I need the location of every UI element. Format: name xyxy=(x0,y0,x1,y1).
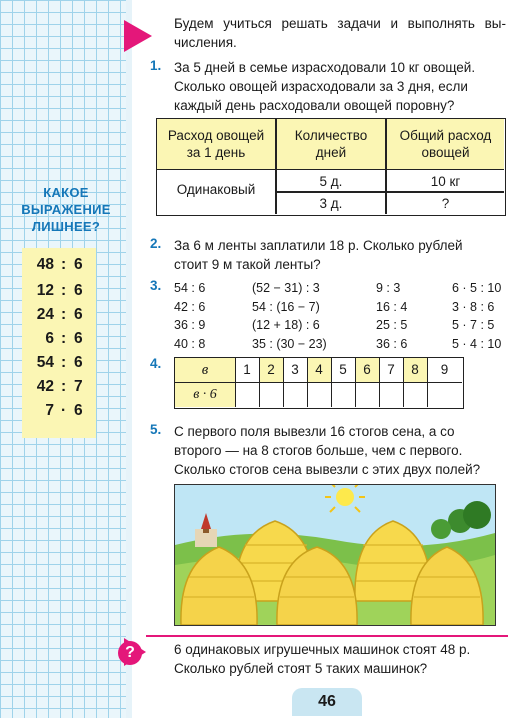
task-number: 1. xyxy=(150,58,162,73)
table-cell: 9 xyxy=(440,362,449,377)
table-cell: 3 д. xyxy=(319,196,343,211)
haystacks-illustration xyxy=(174,484,496,626)
table-cell: 2 xyxy=(267,362,275,377)
divider-line xyxy=(146,635,508,637)
table-cell: 8 xyxy=(411,362,419,377)
table-cell: 6 xyxy=(363,362,371,377)
table-cell: 5 д. xyxy=(319,174,343,189)
expression-column: 54 : 6 42 : 6 36 : 9 40 : 8 xyxy=(174,281,206,351)
section-marker-icon xyxy=(124,20,152,52)
haystacks-image xyxy=(175,485,495,625)
task2-text: За 6 м ленты заплатили 18 р. Сколько рублей стоит 9 м такой ленты? xyxy=(174,238,463,272)
sidebar-title: КАКОЕ ВЫРАЖЕНИЕ ЛИШНЕЕ? xyxy=(21,185,111,234)
task-number: 4. xyxy=(150,356,162,371)
expression-column: 9 : 3 16 : 4 25 : 5 36 : 6 xyxy=(376,281,408,351)
table-cell: 10 кг xyxy=(430,174,461,189)
table-cell: 1 xyxy=(243,362,251,377)
table-cell: ? xyxy=(441,196,450,211)
table-cell: 3 xyxy=(291,362,299,377)
sidebar-edge xyxy=(126,0,132,718)
header-cell: Общий расход овощей xyxy=(399,128,492,160)
intro-text: Будем учиться решать задачи и выполнять вы-числения. xyxy=(174,16,506,50)
header-cell: Расход овощей за 1 день xyxy=(167,128,265,160)
table-cell: Одинаковый xyxy=(176,182,256,197)
expression-column: 6 · 5 : 10 3 · 8 : 6 5 · 7 : 5 5 · 4 : 10 xyxy=(452,281,502,351)
row-label: в xyxy=(201,362,209,378)
task1-table xyxy=(156,118,506,216)
task1-text: За 5 дней в семье израсходовали 10 кг овощей. Сколько овощей израсходовали за 3 дня, если каждый день расходовали овощей поровну? xyxy=(174,60,476,113)
task-number: 3. xyxy=(150,278,162,293)
table-cell: 7 xyxy=(387,362,395,377)
task5-text: С первого поля вывезли 16 стогов сена, а со второго — на 8 стогов больше, чем с первого. Сколько стогов сена вывезли с этих двух полей? xyxy=(174,424,481,477)
task-number: 2. xyxy=(150,236,162,251)
page-number: 46 xyxy=(292,688,362,716)
question-badge-icon: ? xyxy=(118,641,142,665)
table-cell: 5 xyxy=(339,362,347,377)
row-label: в · 6 xyxy=(193,387,217,402)
bonus-task-text: 6 одинаковых игрушечных машинок стоят 48 р. Сколько рублей стоят 5 таких машинок? xyxy=(174,642,471,676)
task4-table xyxy=(174,357,464,409)
table-cell: 4 xyxy=(315,362,323,377)
expressions-box: 48 : 6 12 : 6 24 : 6 6 : 6 54 : 6 42 : 7 7 · 6 xyxy=(22,248,96,438)
task-number: 5. xyxy=(150,422,162,437)
header-cell: Количество дней xyxy=(294,128,368,160)
expression-column: (52 − 31) : 3 54 : (16 − 7) (12 + 18) : 6 35 : (30 − 23) xyxy=(252,281,327,351)
